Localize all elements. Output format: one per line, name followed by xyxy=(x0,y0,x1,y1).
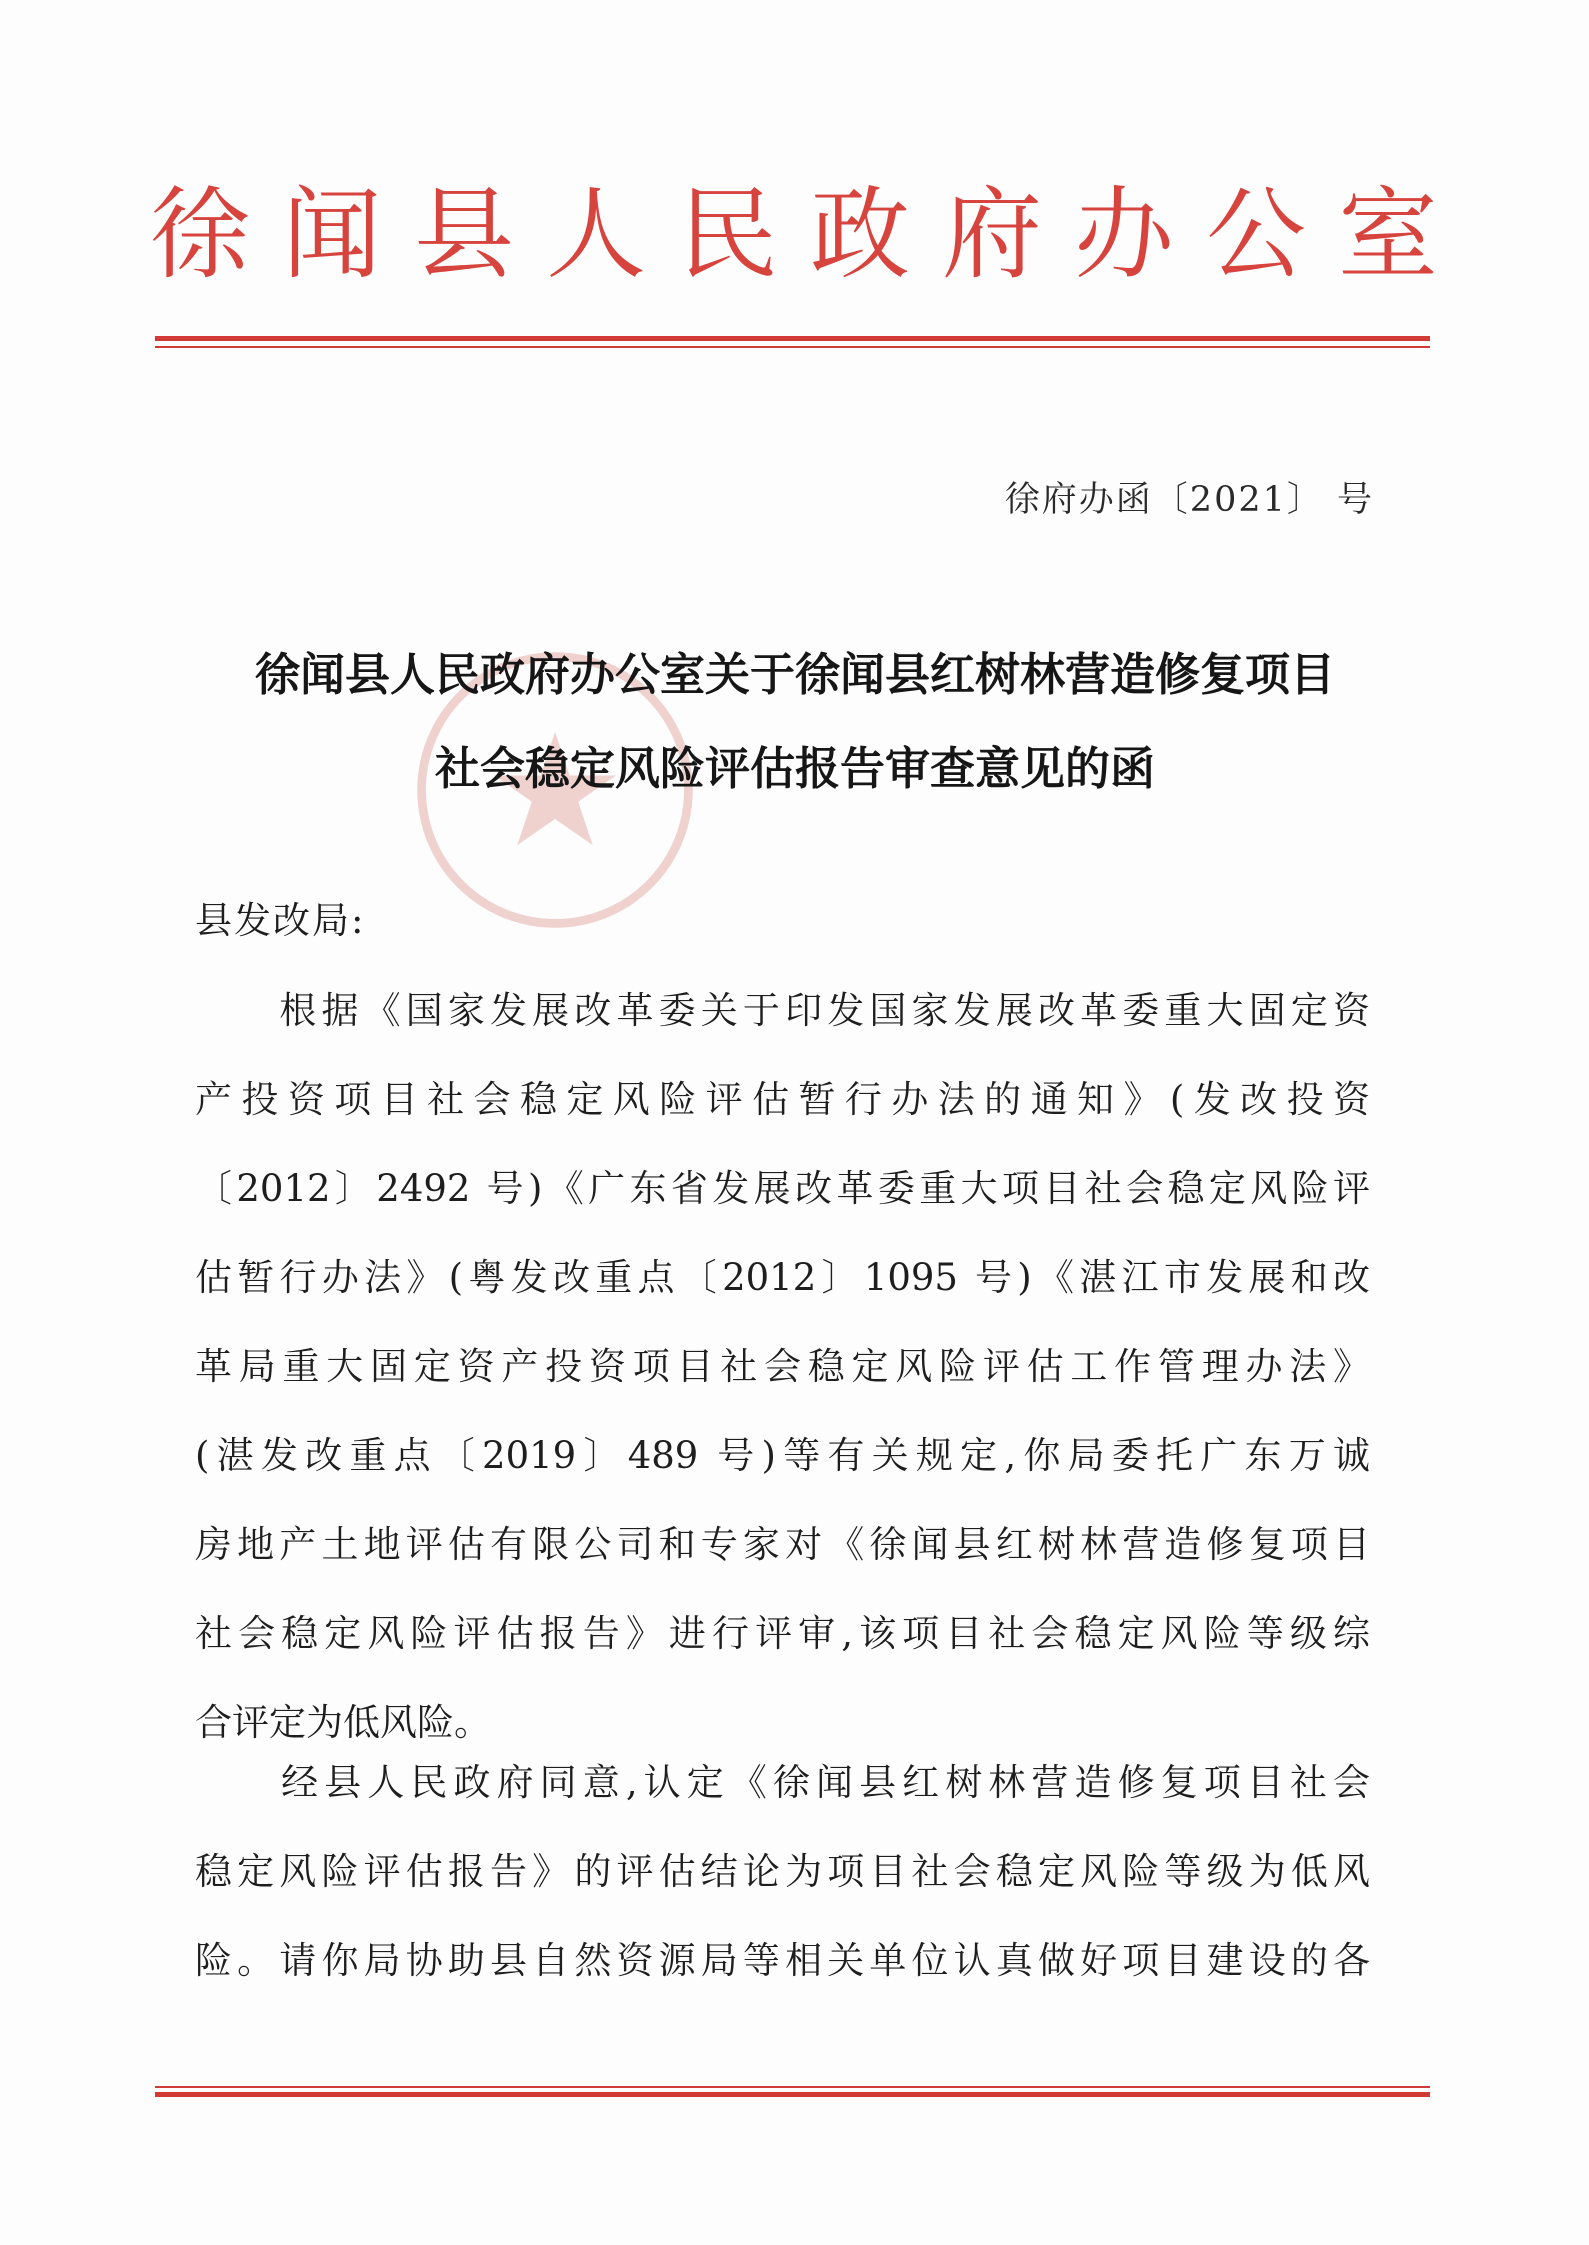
document-title xyxy=(150,628,1440,816)
paragraph-line: 险。请你局协助县自然资源局等相关单位认真做好项目建设的各 xyxy=(195,1939,1370,1982)
paragraph-line: 估暂行办法》(粤发改重点〔2012〕1095 号)《湛江市发展和改 xyxy=(195,1256,1370,1299)
addressee: 县发改局: xyxy=(195,899,366,942)
paragraph-line: 社会稳定风险评估报告》进行评审,该项目社会稳定风险等级综 xyxy=(195,1612,1370,1655)
title-line-2: 社会稳定风险评估报告审查意见的函 xyxy=(434,742,1155,795)
paragraph-2 xyxy=(195,1738,1370,2005)
paragraph-line: 产投资项目社会稳定风险评估暂行办法的通知》(发改投资 xyxy=(195,1078,1370,1121)
paragraph-line: 合评定为低风险。 xyxy=(195,1701,491,1744)
paragraph-line: 〔2012〕2492 号)《广东省发展改革委重大项目社会稳定风险评 xyxy=(195,1167,1370,1210)
document-number: 徐府办函〔2021〕 号 xyxy=(1004,480,1374,520)
paragraph-line: 房地产土地评估有限公司和专家对《徐闻县红树林营造修复项目 xyxy=(195,1523,1370,1566)
footer-rule-thick xyxy=(155,2092,1430,2097)
title-line-1: 徐闻县人民政府办公室关于徐闻县红树林营造修复项目 xyxy=(254,648,1335,701)
masthead-rule-thick xyxy=(155,336,1430,341)
paragraph-line: 根据《国家发展改革委关于印发国家发展改革委重大固定资 xyxy=(195,989,1370,1032)
paragraph-line: 经县人民政府同意,认定《徐闻县红树林营造修复项目社会 xyxy=(195,1761,1370,1804)
masthead-rule-thin xyxy=(155,346,1430,348)
masthead-title: 徐闻县人民政府办公室 xyxy=(150,176,1470,293)
paragraph-line: 革局重大固定资产投资项目社会稳定风险评估工作管理办法》 xyxy=(195,1345,1370,1388)
paragraph-line: (湛发改重点〔2019〕489 号)等有关规定,你局委托广东万诚 xyxy=(195,1434,1370,1477)
paragraph-1 xyxy=(195,966,1370,1767)
footer-rule-thin xyxy=(155,2086,1430,2088)
paragraph-line: 稳定风险评估报告》的评估结论为项目社会稳定风险等级为低风 xyxy=(195,1850,1370,1893)
